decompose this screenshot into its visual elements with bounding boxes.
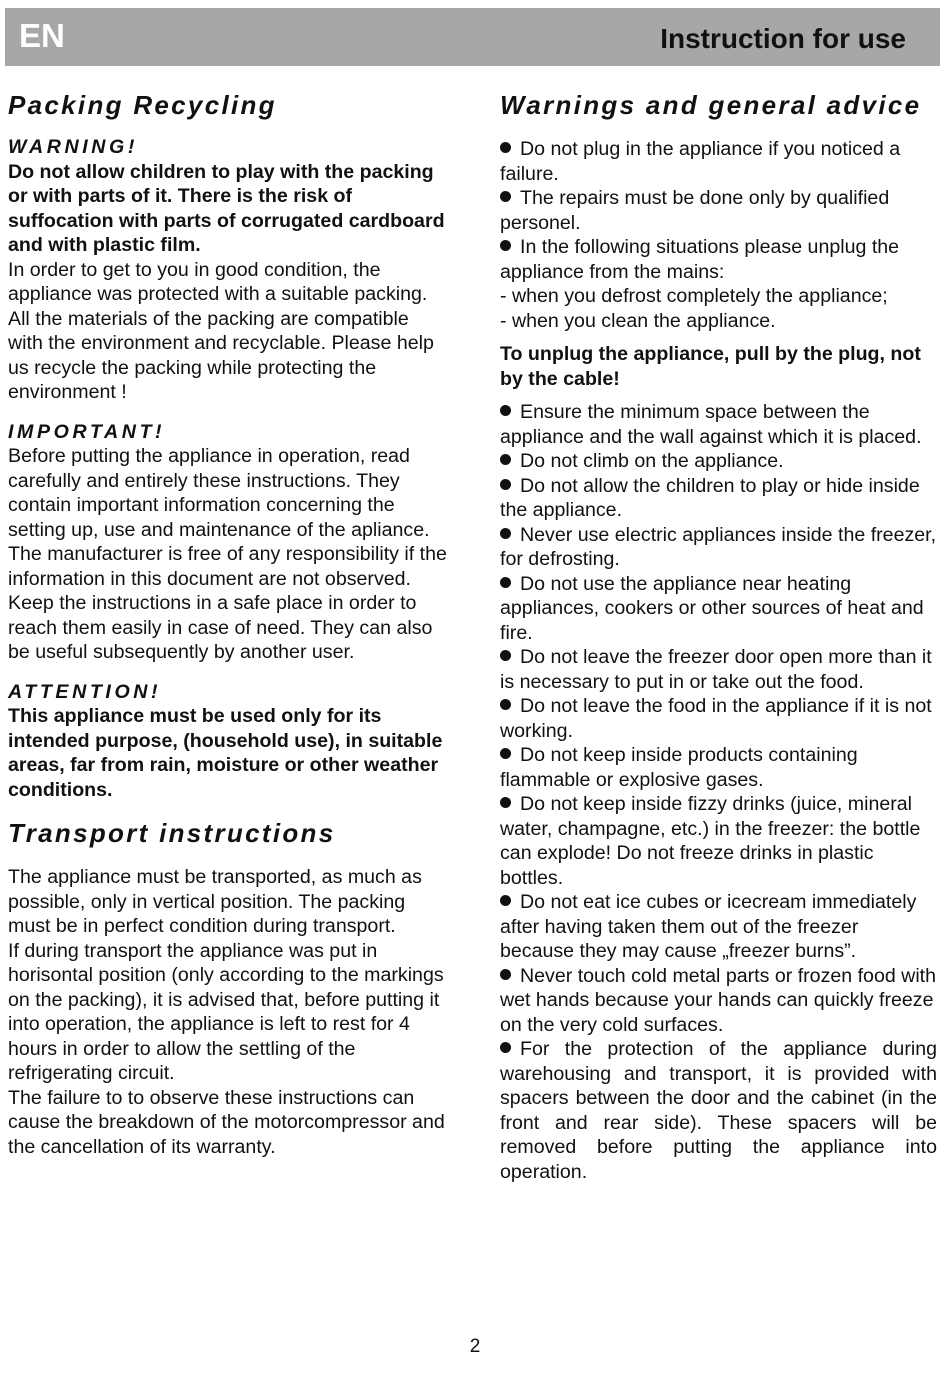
bullet-icon	[500, 191, 511, 202]
packing-text: In order to get to you in good condition, the appliance was protected with a suitable packing. All the materials of the packing are compatible with the environment and recyclable. Please help us recycle the packing while protecting the environment !	[8, 258, 434, 403]
bullet-item: Do not keep inside products containing flammable or explosive gases.	[500, 744, 858, 791]
page-header	[5, 8, 940, 66]
page-number: 2	[469, 1336, 481, 1357]
bullet-icon	[500, 240, 511, 251]
bullet-item: Do not use the appliance near heating appliances, cookers or other sources of heat and fire.	[500, 572, 924, 644]
dash-item: - when you defrost completely the appliance;	[500, 285, 888, 307]
bullet-icon	[500, 528, 511, 539]
bullet-icon	[500, 797, 511, 808]
bullet-icon	[500, 405, 511, 416]
packing-recycling-heading: Packing Recycling	[8, 90, 277, 120]
bullet-item: Do not keep inside fizzy drinks (juice, mineral water, champagne, etc.) in the freezer: the bottle can explode! Do not freeze drinks in plastic bottles.	[500, 793, 921, 889]
language-code: EN	[19, 17, 65, 54]
bullet-item: Ensure the minimum space between the appliance and the wall against which it is placed.	[500, 401, 922, 448]
bullet-icon	[500, 895, 511, 906]
transport-text-2: If during transport the appliance was put in horisontal position (only according to the markings on the packing), it is advised that, before putting it into operation, the appliance is left to rest for 4 hours in order to allow the settling of the refrigerating circuit.	[8, 939, 444, 1084]
bullet-icon	[500, 1042, 511, 1053]
unplug-warning: To unplug the appliance, pull by the plug, not by the cable!	[500, 343, 921, 390]
right-column	[500, 88, 937, 1184]
bullet-icon	[500, 454, 511, 465]
attention-text: This appliance must be used only for its intended purpose, (household use), in suitable areas, far from rain, moisture or other weather conditions.	[8, 705, 443, 801]
bullet-item: Never use electric appliances inside the freezer, for defrosting.	[500, 523, 937, 570]
bullet-icon	[500, 969, 511, 980]
warnings-heading: Warnings and general advice	[500, 90, 922, 120]
bullet-icon	[500, 479, 511, 490]
bullet-item: In the following situations please unplug the appliance from the mains:	[500, 236, 900, 283]
attention-label: ATTENTION!	[8, 680, 162, 703]
transport-text-1: The appliance must be transported, as much as possible, only in vertical position. The packing must be in perfect condition during transport.	[8, 866, 422, 937]
bullet-item: Do not leave the food in the appliance if it is not working.	[500, 695, 932, 742]
important-label: IMPORTANT!	[8, 420, 166, 443]
transport-instructions-heading: Transport instructions	[8, 818, 336, 848]
important-text-2: The manufacturer is free of any responsibility if the information in this document are not observed. Keep the instructions in a safe place in order to reach them easily in case of need. They can also be useful subsequently by another user.	[8, 543, 447, 663]
bullet-item: The repairs must be done only by qualified personel.	[500, 187, 890, 234]
bullet-item: Do not allow the children to play or hide inside the appliance.	[500, 474, 920, 521]
bullet-icon	[500, 142, 511, 153]
dash-item: - when you clean the appliance.	[500, 309, 776, 332]
bullet-icon	[500, 650, 511, 661]
important-text-1: Before putting the appliance in operation, read carefully and entirely these instructions. They contain important information concerning the setting up, use and maintenance of the apliance.	[8, 445, 430, 541]
left-column	[8, 88, 448, 1159]
document-title: Instruction for use	[660, 23, 906, 54]
bullet-item: Do not leave the freezer door open more than it is necessary to put in or take out the food.	[500, 646, 932, 693]
warning-label: WARNING!	[8, 136, 139, 158]
bullet-item: Do not plug in the appliance if you noticed a failure.	[500, 138, 901, 185]
bullet-icon	[500, 748, 511, 759]
bullet-item: Do not climb on the appliance.	[500, 449, 937, 474]
warning-text: Do not allow children to play with the packing or with parts of it. There is the risk of suffocation with parts of corrugated cardboard and with plastic film.	[8, 160, 445, 256]
bullet-icon	[500, 577, 511, 588]
bullet-item: For the protection of the appliance during warehousing and transport, it is provided with spacers between the door and the cabinet (in the front and rear side). These spacers will be removed before putting the appliance into operation.	[500, 1038, 937, 1183]
bullet-item: Do not eat ice cubes or icecream immediately after having taken them out of the freezer because they may cause „freezer burns”.	[500, 891, 917, 962]
bullet-item: Never touch cold metal parts or frozen food with wet hands because your hands can quickly freeze on the very cold surfaces.	[500, 964, 937, 1036]
transport-text-3: The failure to to observe these instructions can cause the breakdown of the motorcompressor and the cancellation of its warranty.	[8, 1086, 445, 1158]
bullet-icon	[500, 699, 511, 710]
